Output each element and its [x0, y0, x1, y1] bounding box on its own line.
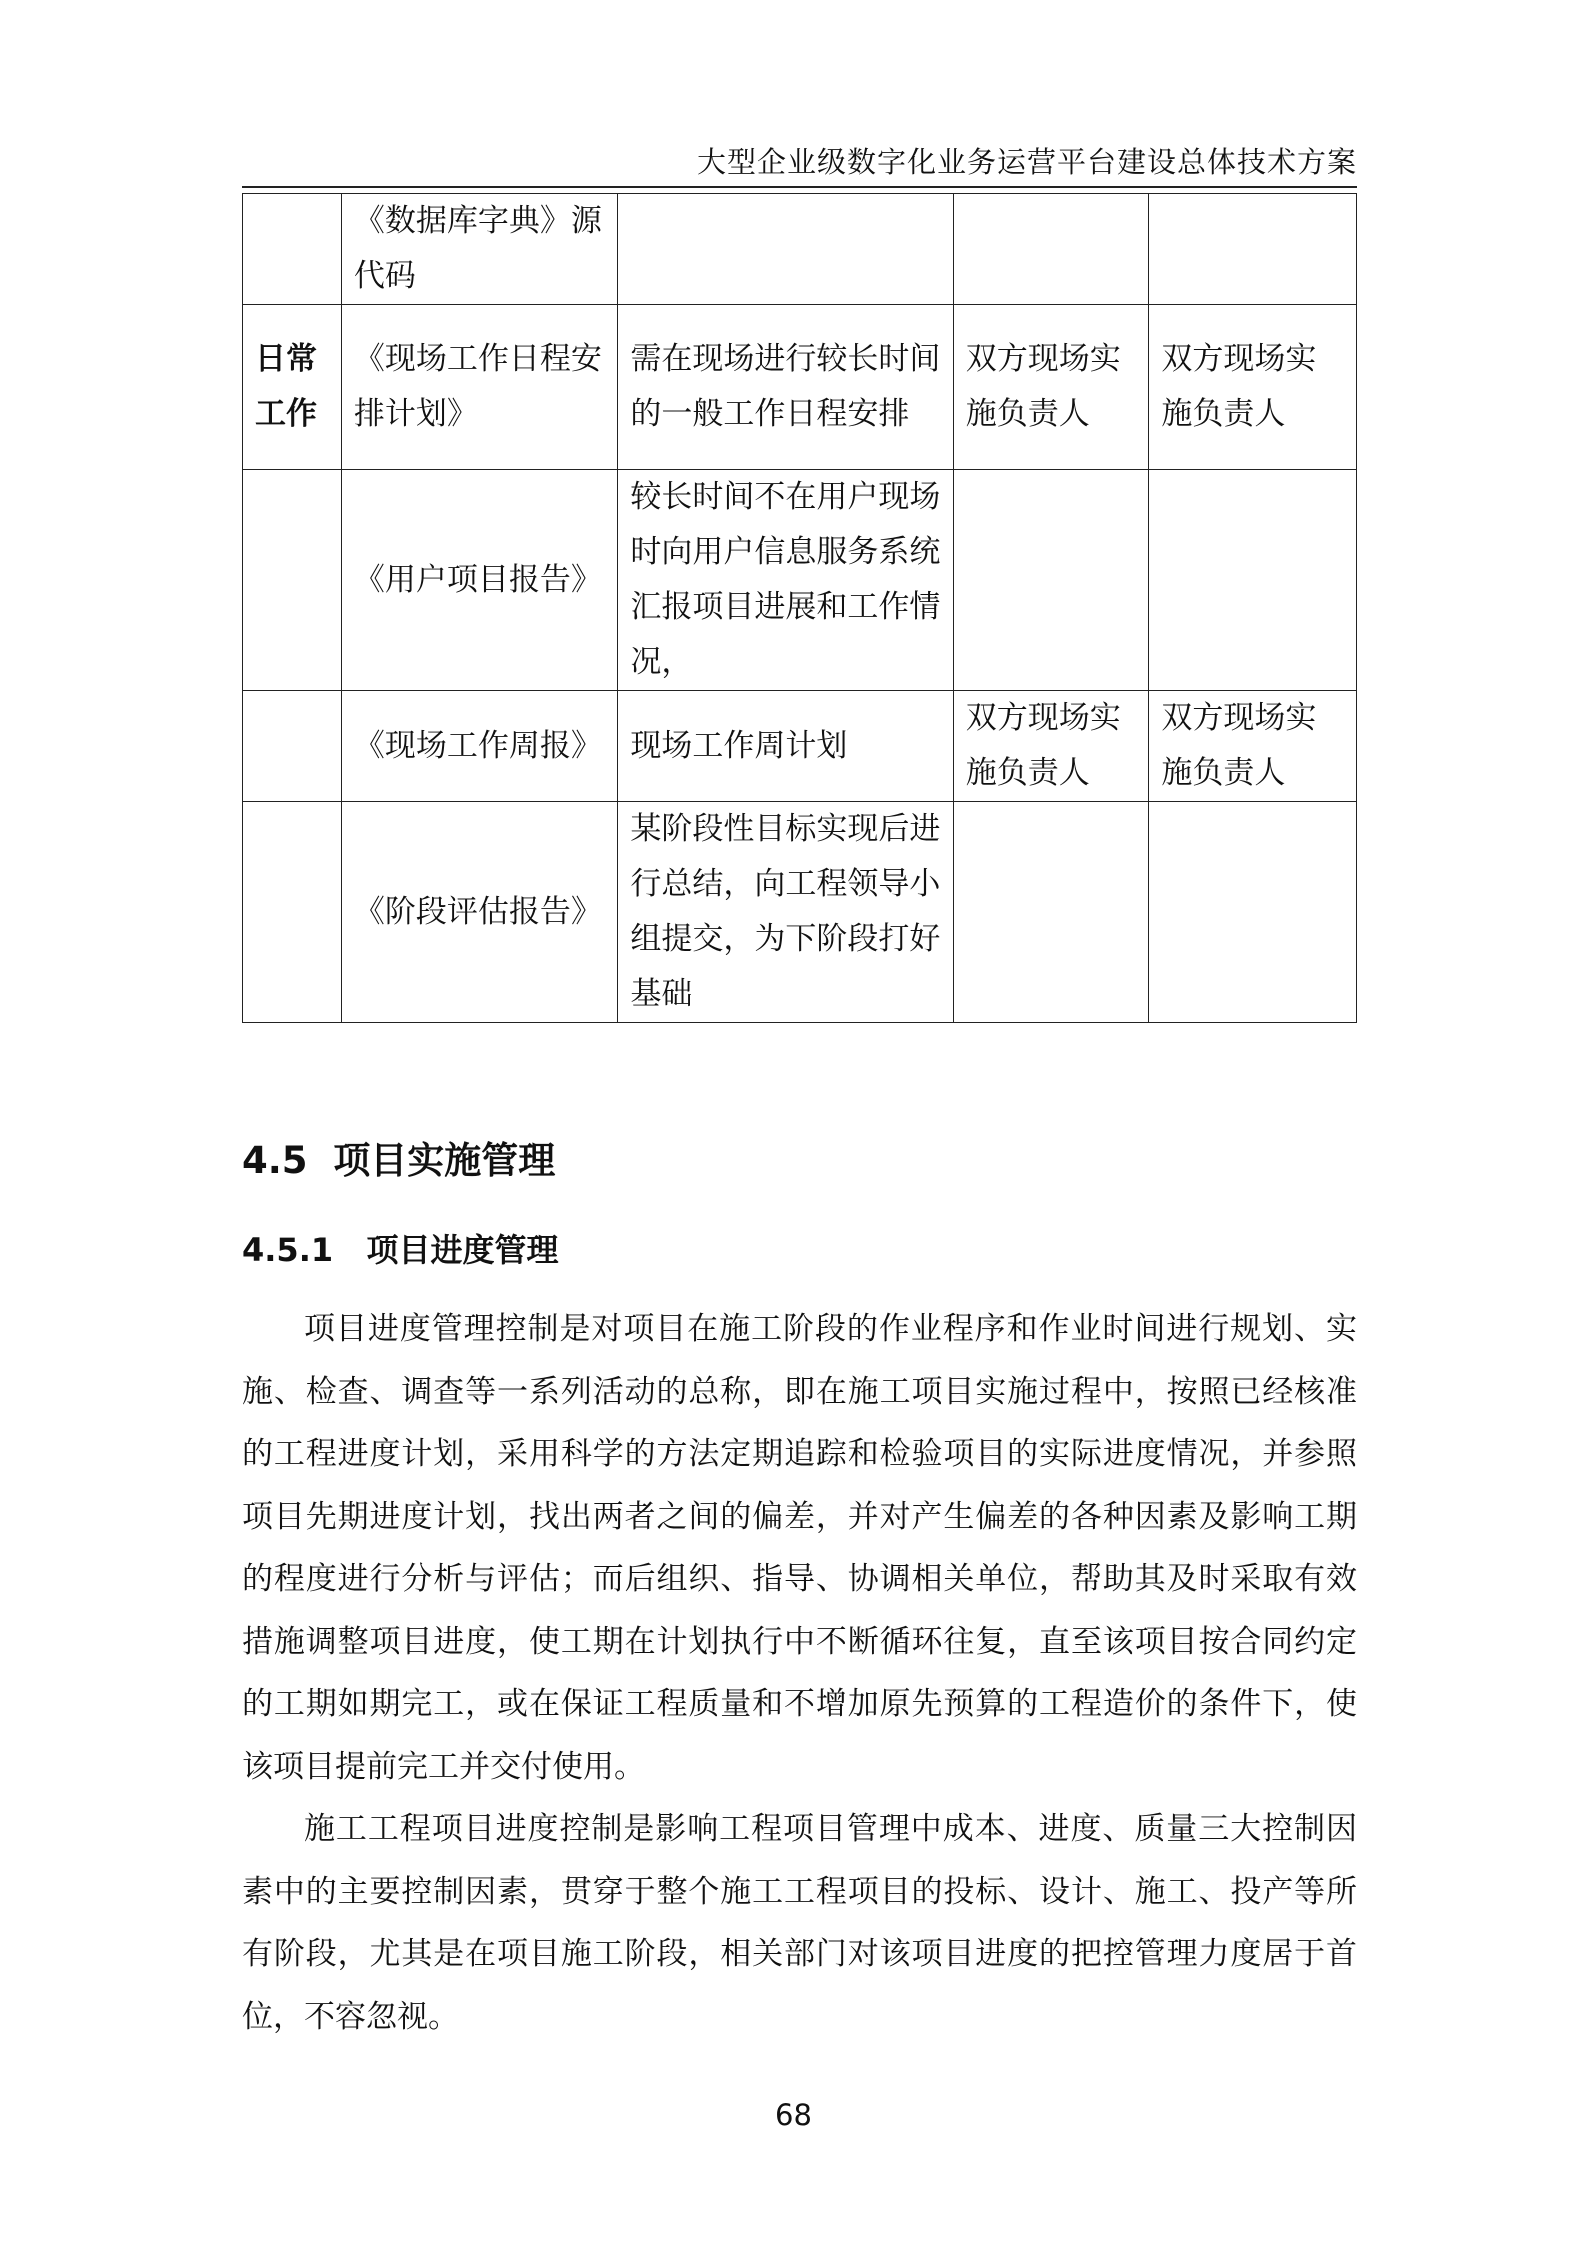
table-cell-approver: 双方现场实施负责人 [1149, 305, 1357, 470]
subsection-number: 4.5.1 [242, 1231, 334, 1269]
table-cell-description [618, 194, 953, 305]
table-cell-approver [1149, 802, 1357, 1023]
table-cell-responsible [953, 194, 1149, 305]
table-cell-category [243, 194, 342, 305]
table-cell-category [243, 470, 342, 691]
section-heading [242, 1130, 555, 1184]
table-cell-document: 《数据库字典》源代码 [341, 194, 618, 305]
table-cell-responsible: 双方现场实施负责人 [953, 305, 1149, 470]
subsection-title: 项目进度管理 [366, 1231, 559, 1269]
table-row [243, 691, 1357, 802]
table-cell-responsible [953, 802, 1149, 1023]
table-cell-description: 较长时间不在用户现场时向用户信息服务系统汇报项目进展和工作情况， [618, 470, 953, 691]
running-header: 大型企业级数字化业务运营平台建设总体技术方案 [696, 145, 1357, 179]
table-cell-category [243, 691, 342, 802]
table-row [243, 470, 1357, 691]
table-cell-description: 需在现场进行较长时间的一般工作日程安排 [618, 305, 953, 470]
table-cell-description: 某阶段性目标实现后进行总结，向工程领导小组提交，为下阶段打好基础 [618, 802, 953, 1023]
page-number: 68 [775, 2098, 812, 2132]
table-cell-approver [1149, 194, 1357, 305]
table-cell-document: 《用户项目报告》 [341, 470, 618, 691]
table-cell-description: 现场工作周计划 [618, 691, 953, 802]
subsection-heading [242, 1225, 559, 1271]
table-row [243, 194, 1357, 305]
table-cell-category [243, 802, 342, 1023]
body-paragraph: 项目进度管理控制是对项目在施工阶段的作业程序和作业时间进行规划、实施、检查、调查等一系列活动的总称，即在施工项目实施过程中，按照已经核准的工程进度计划，采用科学的方法定期追踪和检验项目的实际进度情况，并参照项目先期进度计划，找出两者之间的偏差，并对产生偏差的各种因素及影响工期的程度进行分析与评估；而后组织、指导、协调相关单位，帮助其及时采取有效措施调整项目进度，使工期在计划执行中不断循环往复，直至该项目按合同约定的工期如期完工，或在保证工程质量和不增加原先预算的工程造价的条件下，使该项目提前完工并交付使用。 [242, 1311, 1357, 1785]
deliverables-table [242, 193, 1357, 1023]
table-row [243, 305, 1357, 470]
section-title: 项目实施管理 [333, 1139, 556, 1182]
section-number: 4.5 [242, 1139, 308, 1182]
header-rule [242, 186, 1357, 188]
table-cell-approver [1149, 470, 1357, 691]
table-cell-document: 《现场工作日程安排计划》 [341, 305, 618, 470]
table-row [243, 802, 1357, 1023]
table-cell-document: 《现场工作周报》 [341, 691, 618, 802]
table-cell-category: 日常工作 [243, 305, 342, 470]
table-cell-document: 《阶段评估报告》 [341, 802, 618, 1023]
table-cell-responsible [953, 470, 1149, 691]
body-paragraph: 施工工程项目进度控制是影响工程项目管理中成本、进度、质量三大控制因素中的主要控制因素，贯穿于整个施工工程项目的投标、设计、施工、投产等所有阶段，尤其是在项目施工阶段，相关部门对该项目进度的把控管理力度居于首位，不容忽视。 [242, 1811, 1357, 2035]
table-cell-approver: 双方现场实施负责人 [1149, 691, 1357, 802]
table-cell-responsible: 双方现场实施负责人 [953, 691, 1149, 802]
